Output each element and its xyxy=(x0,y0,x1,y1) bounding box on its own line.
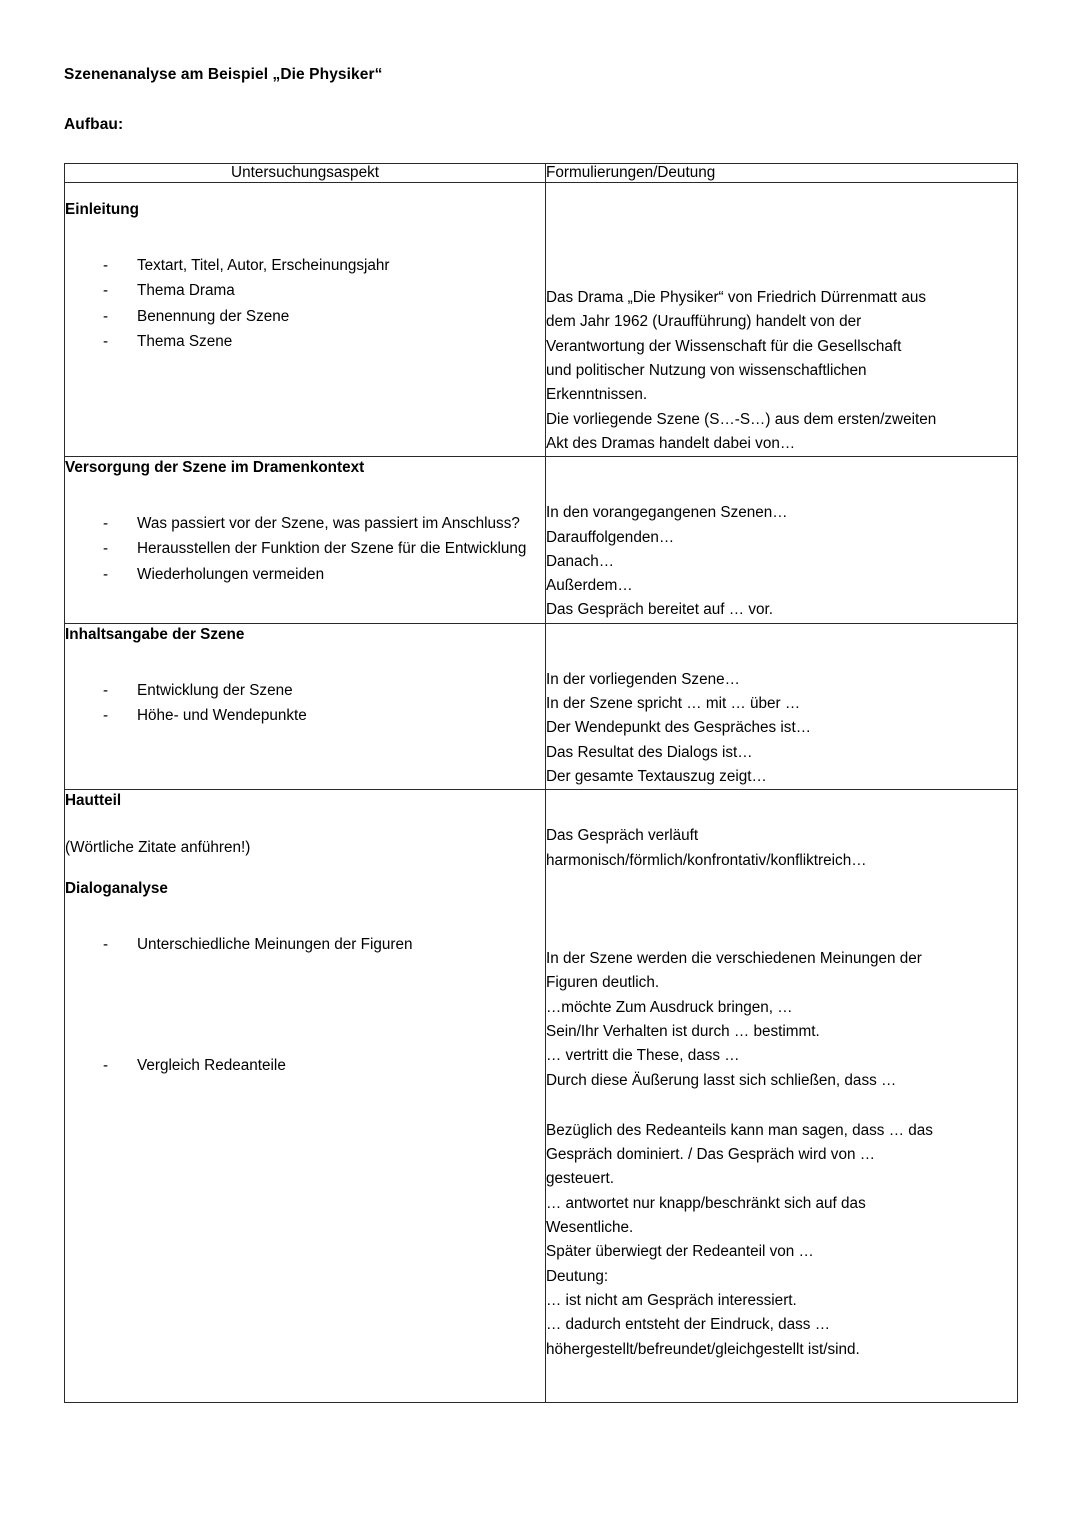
text-line: Das Gespräch bereitet auf … vor. xyxy=(546,601,774,619)
text-line: Danach… xyxy=(546,552,615,570)
list-item xyxy=(65,512,545,536)
aspect-heading: Einleitung xyxy=(65,201,139,218)
list-item-label: Unterschiedliche Meinungen der Figuren xyxy=(137,936,413,954)
list-item-label: Höhe- und Wendepunkte xyxy=(137,707,307,724)
text-line: und politischer Nutzung von wissenschaftlichen xyxy=(546,361,867,379)
text-line: Deutung: xyxy=(546,1267,609,1285)
formulation-paragraph xyxy=(546,501,1017,623)
dash-bullet-icon: - xyxy=(103,1057,109,1075)
text-line: gesteuert. xyxy=(546,1170,615,1188)
column-header-untersuchungsaspekt: Untersuchungsaspekt xyxy=(65,164,546,183)
text-line: …möchte Zum Ausdruck bringen, … xyxy=(546,998,793,1016)
list-item-label: Herausstellen der Funktion der Szene für die Entwicklung xyxy=(137,540,527,558)
aspect-bullet-list xyxy=(65,254,545,354)
spacer xyxy=(65,958,545,1014)
formulation-cell-einleitung xyxy=(546,183,1018,457)
text-line: Gespräch dominiert. / Das Gespräch wird von … xyxy=(546,1146,876,1164)
aspect-note: (Wörtliche Zitate anführen!) xyxy=(65,839,251,857)
aspect-heading: Hautteil xyxy=(65,792,122,810)
list-item-label: Thema Szene xyxy=(137,332,233,350)
spacer xyxy=(65,486,545,512)
text-line: Die vorliegende Szene (S…-S…) aus dem ersten/zweiten xyxy=(546,410,937,428)
dash-bullet-icon: - xyxy=(103,307,109,325)
text-line: In der vorliegenden Szene… xyxy=(546,670,740,688)
aspect-bullet-list-secondary xyxy=(65,1054,545,1078)
spacer xyxy=(65,653,545,679)
aspect-subheading: Dialoganalyse xyxy=(65,880,168,898)
aspect-cell-einleitung xyxy=(65,183,546,457)
text-line: Der gesamte Textauszug zeigt… xyxy=(546,768,767,785)
list-item-label: Vergleich Redeanteile xyxy=(137,1057,286,1075)
list-item-label: Wiederholungen vermeiden xyxy=(137,565,325,583)
text-line: … antwortet nur knapp/beschränkt sich auf das xyxy=(546,1194,866,1212)
text-line: Figuren deutlich. xyxy=(546,974,660,992)
formulation-cell-versorgung xyxy=(546,457,1018,624)
text-line: harmonisch/förmlich/konfrontativ/konfliktreich… xyxy=(546,851,867,869)
dash-bullet-icon: - xyxy=(103,707,109,724)
list-item xyxy=(65,933,545,957)
aspect-cell-versorgung xyxy=(65,457,546,624)
list-item xyxy=(65,279,545,303)
spacer xyxy=(546,929,1017,947)
column-header-formulierungen-deutung: Formulierungen/Deutung xyxy=(546,164,1018,183)
dash-bullet-icon: - xyxy=(103,540,109,558)
section-label-aufbau: Aufbau: xyxy=(64,116,124,133)
text-line: Bezüglich des Redeanteils kann man sagen, dass … das xyxy=(546,1121,933,1139)
list-item xyxy=(65,563,545,587)
text-line: … vertritt die These, dass … xyxy=(546,1047,740,1065)
text-line: Erkenntnissen. xyxy=(546,386,648,404)
spacer xyxy=(65,228,545,254)
text-line: Das Drama „Die Physiker“ von Friedrich Dürrenmatt aus xyxy=(546,289,926,306)
aspect-bullet-list xyxy=(65,933,545,957)
text-line: In den vorangegangenen Szenen… xyxy=(546,504,788,522)
text-line: Das Gespräch verläuft xyxy=(546,827,699,845)
list-item xyxy=(65,254,545,278)
table-header-row xyxy=(65,164,1018,183)
list-item xyxy=(65,679,545,703)
formulation-paragraph-meinungen xyxy=(546,947,1017,1093)
list-item-label: Was passiert vor der Szene, was passiert im Anschluss? xyxy=(137,515,520,533)
table-row-einleitung xyxy=(65,183,1018,457)
list-item xyxy=(65,305,545,329)
text-line: Durch diese Äußerung lasst sich schließen, dass … xyxy=(546,1071,897,1089)
dash-bullet-icon: - xyxy=(103,681,109,699)
dash-bullet-icon: - xyxy=(103,256,109,274)
spacer xyxy=(65,860,545,878)
list-item-label: Benennung der Szene xyxy=(137,307,290,325)
text-line: Wesentliche. xyxy=(546,1219,634,1237)
list-item-label: Entwicklung der Szene xyxy=(137,681,293,699)
aspect-bullet-list xyxy=(65,679,545,729)
spacer xyxy=(546,873,1017,929)
dash-bullet-icon: - xyxy=(103,936,109,954)
text-line: höhergestellt/befreundet/gleichgestellt ist/sind. xyxy=(546,1340,860,1358)
list-item-label: Thema Drama xyxy=(137,282,235,300)
table-row-inhaltsangabe xyxy=(65,623,1018,790)
scene-analysis-table xyxy=(64,163,1018,1403)
text-line: Darauffolgenden… xyxy=(546,528,675,546)
text-line: Das Resultat des Dialogs ist… xyxy=(546,743,753,761)
dash-bullet-icon: - xyxy=(103,282,109,300)
aspect-heading: Inhaltsangabe der Szene xyxy=(65,625,245,643)
dash-bullet-icon: - xyxy=(103,565,109,583)
text-line: dem Jahr 1962 (Uraufführung) handelt von der xyxy=(546,313,862,331)
aspect-cell-inhaltsangabe xyxy=(65,623,546,790)
list-item xyxy=(65,330,545,354)
table-row-hautteil xyxy=(65,790,1018,1403)
text-line: In der Szene spricht … mit … über … xyxy=(546,695,801,713)
formulation-paragraph xyxy=(546,668,1017,790)
formulation-paragraph-redeanteile xyxy=(546,1119,1017,1362)
aspect-cell-hautteil xyxy=(65,790,546,1403)
aspect-bullet-list xyxy=(65,512,545,587)
dash-bullet-icon: - xyxy=(103,515,109,533)
spacer xyxy=(65,819,545,837)
formulation-paragraph xyxy=(546,286,1017,456)
text-line: Später überwiegt der Redeanteil von … xyxy=(546,1243,814,1261)
list-item xyxy=(65,537,545,561)
list-item xyxy=(65,704,545,728)
text-line: Sein/Ihr Verhalten ist durch … bestimmt. xyxy=(546,1022,820,1040)
table-row-versorgung xyxy=(65,457,1018,624)
spacer xyxy=(546,1093,1017,1119)
text-line: Außerdem… xyxy=(546,577,633,595)
formulation-intro-paragraph xyxy=(546,824,1017,873)
spacer xyxy=(65,907,545,933)
text-line: In der Szene werden die verschiedenen Meinungen der xyxy=(546,949,922,967)
list-item xyxy=(65,1054,545,1078)
page-title: Szenenanalyse am Beispiel „Die Physiker“ xyxy=(64,66,383,83)
list-item-label: Textart, Titel, Autor, Erscheinungsjahr xyxy=(137,256,390,274)
text-line: … dadurch entsteht der Eindruck, dass … xyxy=(546,1316,830,1334)
text-line: Verantwortung der Wissenschaft für die Gesellschaft xyxy=(546,337,902,355)
text-line: … ist nicht am Gespräch interessiert. xyxy=(546,1292,797,1309)
dash-bullet-icon: - xyxy=(103,332,109,350)
aspect-heading: Versorgung der Szene im Dramenkontext xyxy=(65,459,365,477)
text-line: Akt des Dramas handelt dabei von… xyxy=(546,434,796,452)
text-line: Der Wendepunkt des Gespräches ist… xyxy=(546,719,811,737)
formulation-cell-hautteil xyxy=(546,790,1018,1403)
formulation-cell-inhaltsangabe xyxy=(546,623,1018,790)
spacer xyxy=(65,1014,545,1054)
